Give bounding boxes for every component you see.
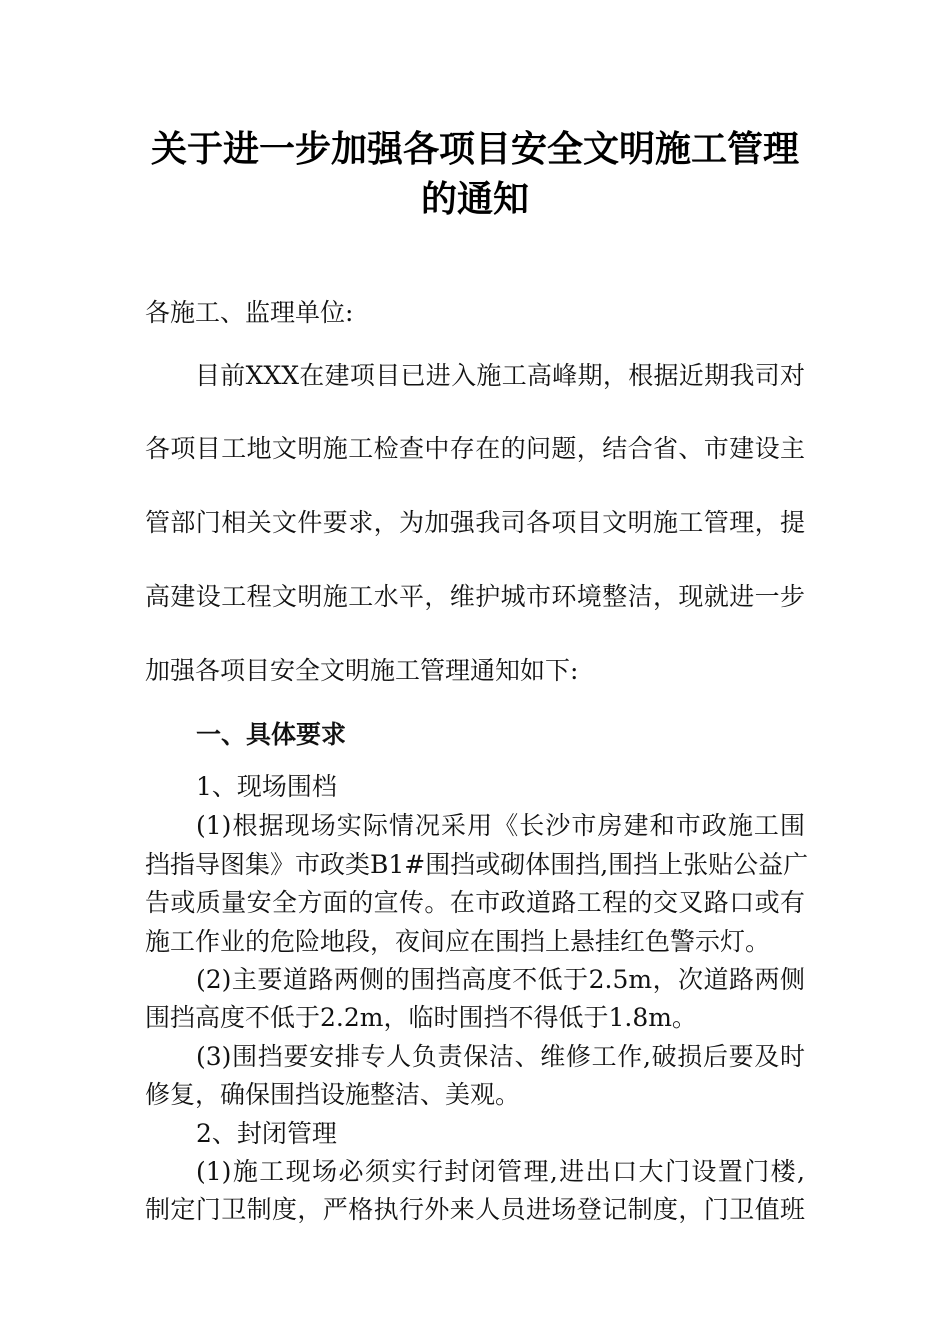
section-heading: 一、具体要求 [196, 720, 347, 749]
intro-line: 管部门相关文件要求，为加强我司各项目文明施工管理，提 [145, 508, 805, 537]
salutation: 各施工、监理单位: [145, 298, 354, 327]
item-paragraph-line: 修复，确保围挡设施整洁、美观。 [145, 1080, 521, 1109]
item-paragraph-line: (3)围挡要安排专人负责保洁、维修工作,破损后要及时 [196, 1042, 805, 1071]
intro-line: 目前XXX在建项目已进入施工高峰期，根据近期我司对 [195, 361, 805, 390]
item-paragraph-line: 围挡高度不低于2.2m，临时围挡不得低于1.8m。 [145, 1003, 697, 1032]
document-title-line-2: 的通知 [420, 179, 529, 220]
item-heading: 1、现场围档 [196, 772, 337, 801]
item-paragraph-line: 制定门卫制度，严格执行外来人员进场登记制度，门卫值班 [145, 1195, 805, 1224]
intro-line: 加强各项目安全文明施工管理通知如下: [145, 656, 579, 685]
item-paragraph-line: 施工作业的危险地段，夜间应在围挡上悬挂红色警示灯。 [145, 927, 771, 956]
item-heading: 2、封闭管理 [196, 1119, 337, 1148]
item-paragraph-line: (2)主要道路两侧的围挡高度不低于2.5m，次道路两侧 [196, 965, 805, 994]
item-paragraph-line: (1)施工现场必须实行封闭管理,进出口大门设置门楼, [196, 1157, 805, 1186]
document-title-line-1: 关于进一步加强各项目安全文明施工管理 [150, 129, 799, 170]
intro-line: 各项目工地文明施工检查中存在的问题，结合省、市建设主 [145, 434, 805, 463]
item-paragraph-line: (1)根据现场实际情况采用《长沙市房建和市政施工围 [196, 811, 805, 840]
intro-line: 高建设工程文明施工水平，维护城市环境整洁，现就进一步 [145, 582, 805, 611]
item-paragraph-line: 告或质量安全方面的宣传。在市政道路工程的交叉路口或有 [145, 888, 805, 917]
item-paragraph-line: 挡指导图集》市政类B1#围挡或砌体围挡,围挡上张贴公益广 [145, 850, 809, 879]
